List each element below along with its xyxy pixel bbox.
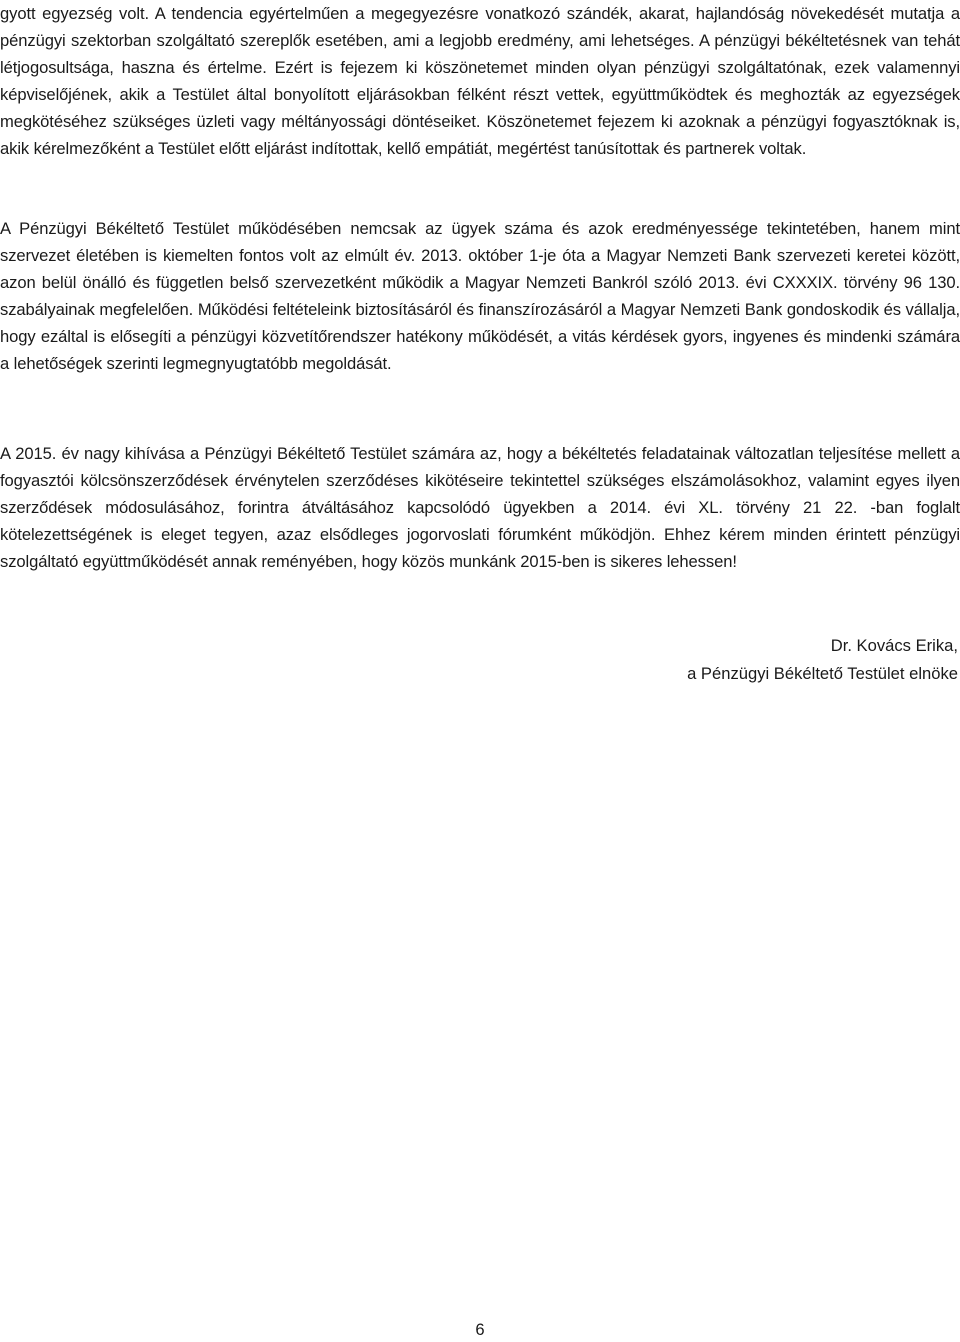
signatory-name: Dr. Kovács Erika,: [830, 636, 958, 655]
signatory-title: a Pénzügyi Békéltető Testület elnöke: [687, 664, 958, 683]
body-paragraph-1: gyott egyezség volt. A tendencia egyértelműen a megegyezésre vonatkozó szándék, akarat, hajlandóság növekedését mutatja a pénzügyi szektorban szolgáltató szereplők esetében, ami a legjobb eredmény, ami lehetséges. A pénzügyi békéltetésnek van tehát létjogosultsága, haszna és értelme. Ezért is fejezem ki köszönetemet minden olyan pénzügyi szolgáltatónak, ezek valamennyi képviselőjének, akik a Testület által bonyolított eljárásokban félként részt vettek, együttműködtek és meghozták az egyezségek megkötéséhez szükséges üzleti vagy méltányossági döntéseiket. Köszönetemet fejezem ki azoknak a pénzügyi fogyasztóknak is, akik kérelmezőként a Testület előtt eljárást indítottak, kellő empátiát, megértést tanúsítottak és partnerek voltak.: [0, 4, 960, 158]
signature-block: [687, 632, 958, 688]
page-number: 6: [475, 1320, 485, 1339]
body-paragraph-2: A Pénzügyi Békéltető Testület működésében nemcsak az ügyek száma és azok eredményessége tekintetében, hanem mint szervezet életében is kiemelten fontos volt az elmúlt év. 2013. október 1-je óta a Magyar Nemzeti Bank szervezeti keretei között, azon belül önálló és független belső szervezetként működik a Magyar Nemzeti Bankról szóló 2013. évi CXXXIX. törvény 96 130. szabályainak megfelelően. Működési feltételeink biztosításáról és finanszírozásáról a Magyar Nemzeti Bank gondoskodik és vállalja, hogy ezáltal is elősegíti a pénzügyi közvetítőrendszer hatékony működését, a vitás kérdések gyors, ingyenes és mindenki számára a lehetőségek szerinti legmegnyugtatóbb megoldását.: [0, 219, 960, 373]
body-paragraph-3: A 2015. év nagy kihívása a Pénzügyi Békéltető Testület számára az, hogy a békéltetés feladatainak változatlan teljesítése mellett a fogyasztói kölcsönszerződések érvénytelen szerződéses kikötéseire tekintettel szükséges elszámolásokhoz, valamint egyes ilyen szerződések módosulásához, forintra átváltásához kapcsolódó ügyekben a 2014. évi XL. törvény 21 22. -ban foglalt kötelezettségének is eleget tegyen, azaz elsődleges jogorvoslati fórumként működjön. Ehhez kérem minden érintett pénzügyi szolgáltató együttműködését annak reményében, hogy közös munkánk 2015-ben is sikeres lehessen!: [0, 444, 960, 571]
